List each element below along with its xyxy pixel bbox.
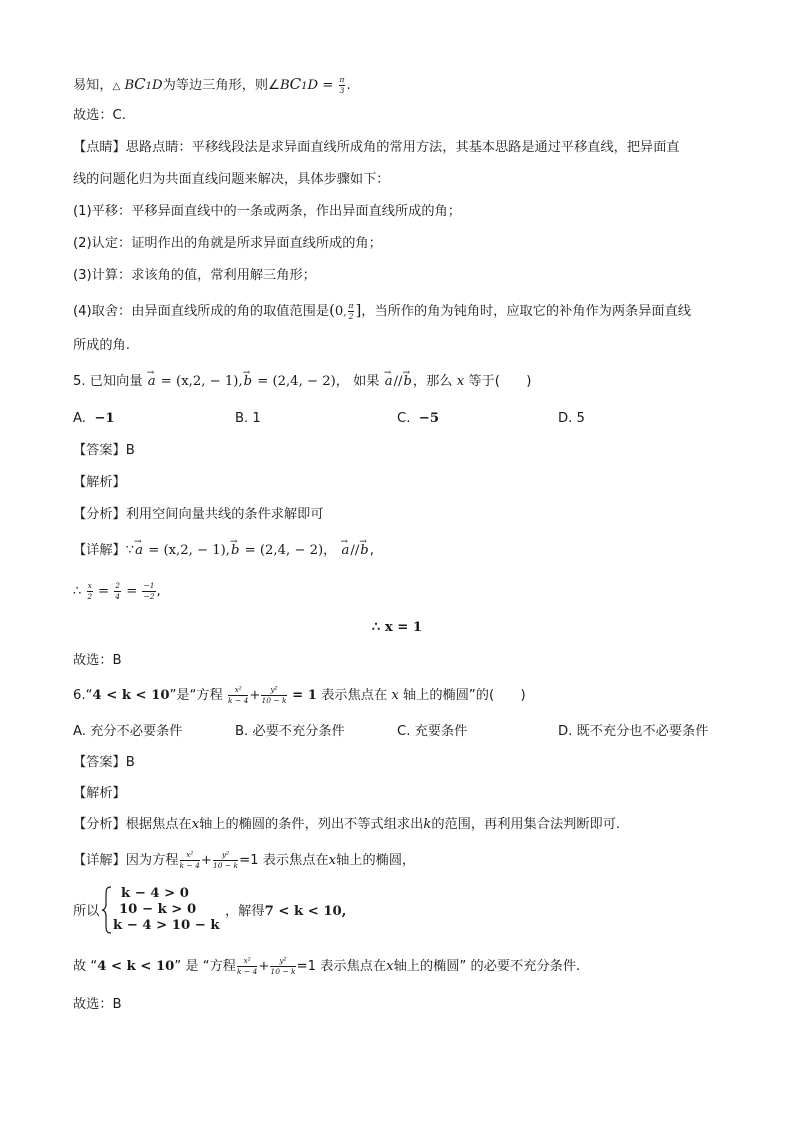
select-line: 故选：B — [73, 997, 122, 1012]
fraction — [142, 582, 155, 600]
option-c: C. 充要条件 — [397, 724, 468, 739]
denominator: 2 — [87, 591, 93, 601]
denominator: k − 4 — [228, 695, 249, 705]
text: 利用空间向量共线的条件求解即可 — [125, 507, 324, 522]
text: ，解得 — [225, 904, 265, 919]
text: , — [156, 584, 161, 599]
inequality-system — [73, 884, 393, 936]
select-line: 故选：B — [73, 653, 122, 668]
solution-text — [225, 904, 346, 920]
plus: + — [200, 853, 212, 868]
numerator: x² — [180, 851, 200, 861]
text: 所以 — [73, 904, 100, 919]
vector-b: → b — [359, 541, 369, 561]
numerator: 2 — [115, 581, 121, 590]
parallel-symbol: // — [393, 374, 403, 389]
analysis-tag: 【解析】 — [73, 786, 126, 801]
text: 为等边三角形，则∠ — [162, 78, 280, 93]
math-var: x — [456, 374, 465, 389]
denominator: 10 − k — [270, 966, 296, 976]
period: . — [346, 78, 351, 93]
math-expr: 4 < k < 10 — [92, 688, 170, 703]
fenxi-line — [73, 505, 324, 525]
text: 轴上的椭圆， — [336, 853, 416, 868]
text: =1 表示焦点在 — [296, 959, 387, 974]
vector-a: → a — [134, 541, 144, 561]
math-expr: = (x,2, − 1), — [156, 374, 243, 389]
numerator: y² — [261, 686, 286, 696]
math-var: B — [279, 78, 290, 93]
answer-tag: 【答案】B — [73, 755, 135, 770]
step-4 — [73, 300, 691, 323]
xiangjie-line — [73, 541, 374, 561]
math-var: C — [134, 75, 146, 93]
numerator: x² — [228, 686, 248, 696]
text: 故 “ — [73, 959, 98, 974]
analysis-tag: 【解析】 — [73, 475, 126, 490]
inequality-row: 10 − k > 0 — [119, 902, 197, 917]
inequality-row: k − 4 > 0 — [121, 886, 189, 901]
denominator: k − 4 — [179, 860, 200, 870]
math-expr: 4 < k < 10 — [97, 959, 175, 974]
fraction-pi-2 — [348, 302, 355, 320]
text: 易知， — [73, 78, 113, 93]
text: 因为方程 — [125, 853, 179, 868]
result-line: ∴ x = 1 — [371, 620, 423, 635]
text: 表示焦点在 — [321, 688, 388, 703]
dianjing-line-2: 线的问题化归为共面直线问题来解决，具体步骤如下： — [73, 172, 390, 187]
vector-a: → a — [147, 372, 157, 392]
answer-line: 故选：C. — [73, 108, 126, 123]
conclusion-line — [73, 957, 580, 977]
fraction — [114, 582, 121, 600]
denominator: 10 − k — [212, 860, 239, 870]
text: 轴上的椭圆” 的必要不充分条件. — [393, 959, 581, 974]
numerator: x² — [237, 957, 257, 967]
denominator: 4 — [115, 591, 121, 601]
text: 6.“ — [73, 688, 93, 703]
comma: , — [343, 307, 347, 318]
subscript: 1 — [301, 81, 308, 92]
math-var: D — [307, 78, 319, 93]
triangle-symbol: △ — [112, 81, 121, 92]
math-expr: = 1 — [287, 688, 317, 703]
text: ，那么 — [412, 374, 453, 389]
ratio-line — [73, 582, 161, 602]
text: 5. 已知向量 — [73, 374, 143, 389]
text: =1 表示焦点在 — [239, 853, 329, 868]
intro-line — [73, 74, 351, 97]
parallel-symbol: // — [350, 543, 360, 558]
section-tag: 【分析】 — [73, 507, 126, 522]
fenxi-line — [73, 815, 620, 835]
section-tag: 【点睛】 — [73, 140, 126, 155]
option-label: C. — [397, 411, 411, 426]
numerator: −1 — [143, 581, 155, 590]
option-c — [397, 409, 439, 429]
text: 轴上的椭圆的条件，列出不等式组求出 — [199, 817, 424, 832]
section-tag: 【详解】 — [73, 853, 126, 868]
equals: = — [93, 584, 114, 599]
fraction — [213, 851, 238, 869]
subscript: 1 — [145, 81, 153, 92]
denominator: −2 — [143, 591, 155, 601]
fraction — [180, 851, 200, 869]
vector-a: → a — [341, 541, 351, 561]
option-b: B. 1 — [235, 411, 261, 426]
denominator: 2 — [348, 311, 354, 321]
bracket: ] — [355, 301, 362, 319]
option-d: D. 既不充分也不必要条件 — [558, 724, 709, 739]
numerator: y² — [213, 851, 238, 861]
vector-b: → b — [230, 541, 240, 561]
text: 轴上的椭圆”的( ) — [402, 688, 526, 703]
math-var: x — [328, 853, 337, 868]
math-expr: = (x,2, − 1), — [144, 543, 230, 558]
math-num: 0 — [334, 304, 344, 319]
equals: = — [122, 584, 142, 599]
section-tag: 【详解】 — [73, 543, 126, 558]
denominator: k − 4 — [236, 966, 258, 976]
left-brace-icon — [101, 886, 113, 934]
math-var: x — [191, 817, 200, 832]
vector-b: → b — [402, 372, 412, 392]
math-expr: = (2,4, − 2)， — [240, 543, 337, 558]
option-a: A. 充分不必要条件 — [73, 724, 183, 739]
question-6 — [73, 686, 526, 706]
math-var: k — [423, 817, 432, 832]
dianjing-line — [73, 138, 680, 158]
plus: + — [249, 688, 261, 703]
equals: = — [318, 78, 338, 93]
text: 等于( ) — [468, 374, 532, 389]
denominator: 10 − k — [261, 695, 287, 705]
xiangjie-line — [73, 851, 415, 871]
numerator: π — [348, 301, 354, 310]
text: ”是“方程 — [169, 688, 223, 703]
text: 如果 — [353, 374, 380, 389]
math-var: x — [391, 688, 399, 703]
option-value: −5 — [418, 411, 440, 426]
denominator: 3 — [339, 85, 345, 95]
step-2: (2)认定：证明作出的角就是所求异面直线所成的角； — [73, 236, 382, 251]
bracket: ( — [329, 301, 335, 319]
math-expr: 7 < k < 10, — [264, 904, 347, 919]
math-var: C — [289, 75, 302, 93]
option-b: B. 必要不充分条件 — [235, 724, 345, 739]
plus: + — [258, 959, 270, 974]
option-d: D. 5 — [558, 411, 585, 426]
numerator: x — [87, 581, 92, 590]
text: , — [369, 543, 374, 558]
answer-tag: 【答案】B — [73, 443, 135, 458]
fraction-pi-3 — [339, 76, 346, 94]
text: 根据焦点在 — [125, 817, 192, 832]
text: ，当所作的角为钝角时，应取它的补角作为两条异面直线 — [361, 304, 691, 319]
question-5 — [73, 372, 531, 392]
step-4-cont: 所成的角. — [73, 338, 130, 353]
because-symbol: ∵ — [125, 543, 135, 558]
fraction — [261, 686, 286, 704]
text: (4)取舍：由异面直线所成的角的取值范围是 — [73, 304, 330, 319]
numerator: y² — [270, 957, 295, 967]
vector-b: → b — [243, 372, 253, 392]
fraction — [270, 957, 295, 975]
option-value: −1 — [94, 411, 115, 426]
option-a — [73, 409, 115, 429]
text: ” 是 “方程 — [174, 959, 236, 974]
vector-a: → a — [384, 372, 394, 392]
inequality-row: k − 4 > 10 − k — [113, 918, 220, 933]
math-expr: = (2,4, − 2)， — [253, 374, 349, 389]
text: 思路点睛：平移线段法是求异面直线所成角的常用方法，其基本思路是通过平移直线，把异面直 — [125, 140, 680, 155]
step-1: (1)平移：平移异面直线中的一条或两条，作出异面直线所成的角； — [73, 204, 461, 219]
section-tag: 【分析】 — [73, 817, 126, 832]
math-var: B — [124, 78, 135, 93]
fraction — [237, 957, 257, 975]
text: 的范围，再利用集合法判断即可. — [431, 817, 621, 832]
fraction — [228, 686, 248, 704]
math-var: D — [152, 78, 163, 93]
step-3: (3)计算：求该角的值，常利用解三角形； — [73, 268, 316, 283]
numerator: π — [339, 75, 345, 84]
math-var: x — [386, 959, 394, 974]
fraction — [87, 582, 93, 600]
therefore-symbol: ∴ — [73, 584, 82, 599]
option-label: A. — [73, 411, 86, 426]
